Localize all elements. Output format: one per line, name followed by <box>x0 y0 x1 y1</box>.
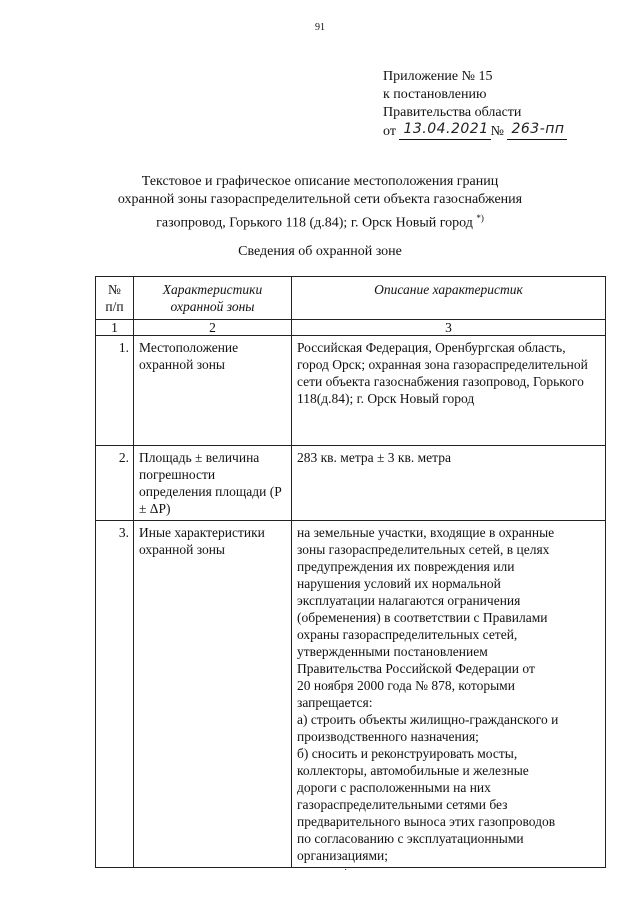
description-line: (обременения) в соответствии с Правилами <box>297 610 548 625</box>
description-line: дороги с расположенными на них <box>297 780 491 795</box>
row-number: 1. <box>96 336 134 446</box>
footer-mark: ˙ <box>344 868 348 879</box>
column-number: 1 <box>96 320 134 336</box>
section-subtitle: Сведения об охранной зоне <box>238 244 402 259</box>
date-prefix: от <box>383 124 396 139</box>
page-number: 91 <box>315 22 325 33</box>
description-line: коллекторы, автомобильные и железные <box>297 763 529 778</box>
description-line: организациями; <box>297 848 388 863</box>
description-line: б) сносить и реконструировать мосты, <box>297 746 518 761</box>
description-line: предупреждения их повреждения или <box>297 559 515 574</box>
handwritten-date: 13.04.2021 <box>403 121 489 137</box>
appendix-line-2: к постановлению <box>383 87 487 102</box>
description-line: а) строить объекты жилищно-гражданского и <box>297 712 559 727</box>
description-line: 20 ноября 2000 года № 878, которыми <box>297 678 515 693</box>
document-title <box>0 173 640 233</box>
protection-zone-table <box>95 276 606 868</box>
table-column-numbers-row <box>96 320 606 336</box>
column-number: 2 <box>134 320 292 336</box>
column-number: 3 <box>292 320 606 336</box>
appendix-line-3: Правительства области <box>383 105 522 120</box>
description-line: предварительного выноса этих газопроводов <box>297 814 556 829</box>
handwritten-number: 263-пп <box>511 121 565 137</box>
row-characteristic: Иные характеристики охранной зоны <box>134 521 292 868</box>
description-line: на земельные участки, входящие в охранные <box>297 525 555 540</box>
appendix-date-line <box>383 122 623 141</box>
table-header-row <box>96 277 606 320</box>
description-line: Правительства Российской Федерации от <box>297 661 535 676</box>
description-line: нарушения условий их нормальной <box>297 576 501 591</box>
header-description: Описание характеристик <box>292 277 606 320</box>
table-row <box>96 521 606 868</box>
header-characteristics: Характеристики охранной зоны <box>134 277 292 320</box>
title-line-1: Текстовое и графическое описание местоположения границ <box>141 174 499 189</box>
header-number: № п/п <box>96 277 134 320</box>
row-number: 3. <box>96 521 134 868</box>
table-row <box>96 336 606 446</box>
description-line: зоны газораспределительных сетей, в целях <box>297 542 550 557</box>
description-line: утвержденными постановлением <box>297 644 488 659</box>
row-number: 2. <box>96 446 134 521</box>
description-line: эксплуатации налагаются ограничения <box>297 593 521 608</box>
title-line-3: газопровод, Горького 118 (д.84); г. Орск Новый город <box>156 215 473 231</box>
row-description: Российская Федерация, Оренбургская область, город Орск; охранная зона газораспределительной сети объекта газоснабжения газопровод, Горького 118(д.84); г. Орск Новый город <box>292 336 606 446</box>
row-description: 283 кв. метра ± 3 кв. метра <box>292 446 606 521</box>
description-line: по согласованию с эксплуатационными <box>297 831 524 846</box>
description-line: газораспределительными сетями без <box>297 797 508 812</box>
row-characteristic: Местоположение охранной зоны <box>134 336 292 446</box>
footnote-mark: *) <box>476 213 484 223</box>
appendix-block <box>383 68 623 141</box>
number-prefix: № <box>490 124 504 139</box>
description-line: запрещается: <box>297 695 373 710</box>
title-line-2: охранной зоны газораспределительной сети объекта газоснабжения <box>117 192 523 207</box>
description-line: охраны газораспределительных сетей, <box>297 627 518 642</box>
table-row <box>96 446 606 521</box>
description-line: производственного назначения; <box>297 729 479 744</box>
row-characteristic: Площадь ± величина погрешности определения площади (P ± ΔP) <box>134 446 292 521</box>
row-description <box>292 521 606 868</box>
appendix-line-1: Приложение № 15 <box>383 69 493 84</box>
